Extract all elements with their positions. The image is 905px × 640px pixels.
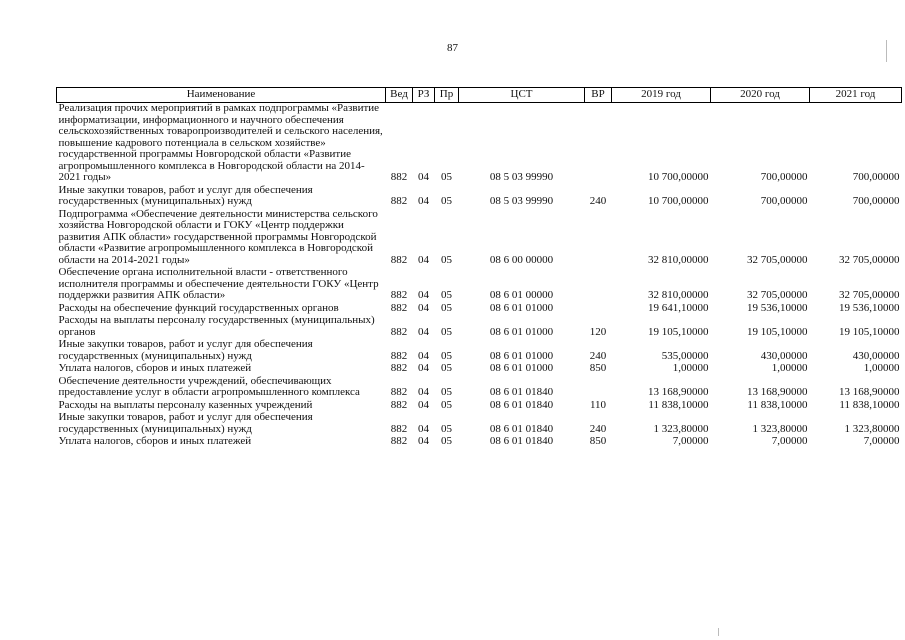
row-name: Иные закупки товаров, работ и услуг для обеспечения государственных (муниципальных) нужд bbox=[58, 338, 313, 362]
row-name: Расходы на обеспечение функций государственных органов bbox=[58, 301, 339, 314]
row-ved: 882 bbox=[390, 435, 408, 447]
table-header-row bbox=[57, 88, 902, 103]
row-rz: 04 bbox=[418, 253, 429, 266]
row-amount-2019: 32 810,00000 bbox=[648, 253, 709, 266]
row-amount-2019: 535,00000 bbox=[661, 349, 709, 362]
row-amount-2019: 1 323,80000 bbox=[653, 422, 709, 435]
col-header-2021: 2021 год bbox=[810, 88, 902, 103]
row-rz: 04 bbox=[418, 435, 429, 447]
col-header-rz: РЗ bbox=[413, 88, 435, 103]
col-header-pr: Пр bbox=[435, 88, 459, 103]
row-amount-2020: 19 105,10000 bbox=[747, 325, 808, 338]
row-name: Обеспечение деятельности учреждений, обеспечивающих предоставление услуг в области агропромышленного комплекса bbox=[58, 374, 360, 398]
row-cst: 08 6 01 01000 bbox=[489, 301, 554, 314]
row-name: Обеспечение органа исполнительной власти - ответственного исполнителя программы и обеспечение деятельности ГОКУ «Центр поддержки развития АПК области» bbox=[58, 266, 379, 301]
col-header-ved: Вед bbox=[386, 88, 413, 103]
row-amount-2019: 19 641,10000 bbox=[648, 301, 709, 314]
table-row bbox=[57, 267, 902, 303]
row-pr: 05 bbox=[441, 171, 452, 183]
row-amount-2021: 1,00000 bbox=[863, 362, 900, 374]
row-cst: 08 6 01 01840 bbox=[489, 386, 554, 398]
table-row bbox=[57, 436, 902, 449]
table-row bbox=[57, 339, 902, 363]
row-rz: 04 bbox=[418, 301, 429, 314]
col-header-2019: 2019 год bbox=[612, 88, 711, 103]
col-header-name: Наименование bbox=[57, 88, 386, 103]
row-amount-2019: 1,00000 bbox=[672, 362, 709, 374]
row-ved: 882 bbox=[390, 349, 408, 362]
row-amount-2019: 10 700,00000 bbox=[648, 195, 709, 207]
row-amount-2019: 11 838,10000 bbox=[648, 398, 709, 411]
row-ved: 882 bbox=[390, 398, 408, 411]
row-name: Иные закупки товаров, работ и услуг для обеспечения государственных (муниципальных) нужд bbox=[58, 411, 313, 435]
row-pr: 05 bbox=[441, 422, 452, 435]
row-cst: 08 5 03 99990 bbox=[489, 195, 554, 207]
row-amount-2021: 11 838,10000 bbox=[839, 398, 900, 411]
row-ved: 882 bbox=[390, 289, 408, 301]
row-name: Уплата налогов, сборов и иных платежей bbox=[58, 362, 252, 374]
table-row bbox=[57, 103, 902, 185]
row-amount-2021: 1 323,80000 bbox=[844, 422, 900, 435]
row-cst: 08 6 01 01840 bbox=[489, 398, 554, 411]
row-amount-2019: 7,00000 bbox=[672, 435, 709, 447]
row-cst: 08 6 01 01840 bbox=[489, 422, 554, 435]
row-pr: 05 bbox=[441, 289, 452, 301]
row-rz: 04 bbox=[418, 422, 429, 435]
row-pr: 05 bbox=[441, 253, 452, 266]
col-header-2020: 2020 год bbox=[711, 88, 810, 103]
row-cst: 08 6 01 01840 bbox=[489, 435, 554, 447]
row-amount-2020: 13 168,90000 bbox=[747, 386, 808, 398]
row-pr: 05 bbox=[441, 349, 452, 362]
row-amount-2020: 32 705,00000 bbox=[747, 289, 808, 301]
row-ved: 882 bbox=[390, 362, 408, 374]
table-row bbox=[57, 315, 902, 339]
row-amount-2020: 7,00000 bbox=[771, 435, 808, 447]
row-amount-2021: 19 536,10000 bbox=[839, 301, 900, 314]
page-number: 87 bbox=[447, 42, 458, 54]
row-rz: 04 bbox=[418, 349, 429, 362]
row-pr: 05 bbox=[441, 386, 452, 398]
row-amount-2019: 32 810,00000 bbox=[648, 289, 709, 301]
row-name: Иные закупки товаров, работ и услуг для обеспечения государственных (муниципальных) нужд bbox=[58, 183, 313, 207]
row-ved: 882 bbox=[390, 171, 408, 183]
row-ved: 882 bbox=[390, 325, 408, 338]
row-amount-2021: 430,00000 bbox=[852, 349, 900, 362]
row-vr bbox=[585, 303, 612, 316]
table-row bbox=[57, 363, 902, 376]
col-header-vr: ВР bbox=[585, 88, 612, 103]
table-row bbox=[57, 376, 902, 400]
row-ved: 882 bbox=[390, 253, 408, 266]
row-amount-2020: 1,00000 bbox=[771, 362, 808, 374]
row-vr bbox=[585, 376, 612, 400]
row-vr: 240 bbox=[589, 422, 607, 435]
row-pr: 05 bbox=[441, 301, 452, 314]
row-vr: 850 bbox=[589, 435, 607, 447]
row-vr: 110 bbox=[589, 398, 607, 411]
row-vr: 240 bbox=[589, 349, 607, 362]
row-amount-2019: 19 105,10000 bbox=[648, 325, 709, 338]
row-name: Уплата налогов, сборов и иных платежей bbox=[58, 435, 252, 447]
row-amount-2020: 11 838,10000 bbox=[747, 398, 808, 411]
row-rz: 04 bbox=[418, 362, 429, 374]
row-amount-2021: 32 705,00000 bbox=[839, 289, 900, 301]
row-amount-2020: 430,00000 bbox=[760, 349, 808, 362]
row-name: Реализация прочих мероприятий в рамках подпрограммы «Развитие информатизации, информационного и научного обеспечения сельскохозяйственных товаропроизводителей и сельского населения, повышение кадрового потенциала в сельском хозяйстве» государственной программы Новгородской области «Развитие агропромышленного комплекса в Новгородской области на 2014-2021 годы» bbox=[58, 102, 383, 183]
row-amount-2021: 19 105,10000 bbox=[839, 325, 900, 338]
row-rz: 04 bbox=[418, 289, 429, 301]
row-cst: 08 5 03 99990 bbox=[489, 171, 554, 183]
row-vr bbox=[585, 267, 612, 303]
row-amount-2021: 7,00000 bbox=[863, 435, 900, 447]
row-amount-2020: 700,00000 bbox=[760, 195, 808, 207]
row-pr: 05 bbox=[441, 362, 452, 374]
row-name: Расходы на выплаты персоналу казенных учреждений bbox=[58, 398, 313, 411]
row-vr: 850 bbox=[589, 362, 607, 374]
row-ved: 882 bbox=[390, 422, 408, 435]
row-amount-2020: 32 705,00000 bbox=[747, 253, 808, 266]
row-amount-2019: 10 700,00000 bbox=[648, 171, 709, 183]
row-name: Расходы на выплаты персоналу государственных (муниципальных) органов bbox=[58, 314, 375, 338]
row-ved: 882 bbox=[390, 301, 408, 314]
row-amount-2021: 13 168,90000 bbox=[839, 386, 900, 398]
row-cst: 08 6 01 01000 bbox=[489, 362, 554, 374]
row-ved: 882 bbox=[390, 195, 408, 207]
row-cst: 08 6 00 00000 bbox=[489, 253, 554, 266]
row-cst: 08 6 01 01000 bbox=[489, 325, 554, 338]
row-rz: 04 bbox=[418, 398, 429, 411]
row-ved: 882 bbox=[390, 386, 408, 398]
row-rz: 04 bbox=[418, 325, 429, 338]
row-pr: 05 bbox=[441, 435, 452, 447]
scan-mark bbox=[886, 40, 887, 62]
row-rz: 04 bbox=[418, 386, 429, 398]
row-amount-2020: 19 536,10000 bbox=[747, 301, 808, 314]
col-header-cst: ЦСТ bbox=[459, 88, 585, 103]
row-rz: 04 bbox=[418, 171, 429, 183]
budget-table bbox=[56, 87, 902, 449]
row-pr: 05 bbox=[441, 195, 452, 207]
row-rz: 04 bbox=[418, 195, 429, 207]
row-amount-2020: 1 323,80000 bbox=[752, 422, 808, 435]
row-amount-2019: 13 168,90000 bbox=[648, 386, 709, 398]
row-amount-2021: 700,00000 bbox=[852, 171, 900, 183]
table-row bbox=[57, 412, 902, 436]
scan-mark bbox=[718, 628, 719, 636]
row-pr: 05 bbox=[441, 325, 452, 338]
row-name: Подпрограмма «Обеспечение деятельности министерства сельского хозяйства Новгородской области и ГОКУ «Центр поддержки развития АПК области» государственной программы Новгородской области «Развитие агропромышленного комплекса в Новгородской области на 2014-2021 годы» bbox=[58, 207, 378, 266]
row-amount-2021: 700,00000 bbox=[852, 195, 900, 207]
row-vr bbox=[585, 103, 612, 185]
row-vr: 120 bbox=[589, 325, 607, 338]
row-cst: 08 6 01 00000 bbox=[489, 289, 554, 301]
table-row bbox=[57, 209, 902, 268]
row-pr: 05 bbox=[441, 398, 452, 411]
row-amount-2021: 32 705,00000 bbox=[839, 253, 900, 266]
table-row bbox=[57, 185, 902, 209]
row-vr bbox=[585, 209, 612, 268]
row-vr: 240 bbox=[589, 195, 607, 207]
row-amount-2020: 700,00000 bbox=[760, 171, 808, 183]
row-cst: 08 6 01 01000 bbox=[489, 349, 554, 362]
